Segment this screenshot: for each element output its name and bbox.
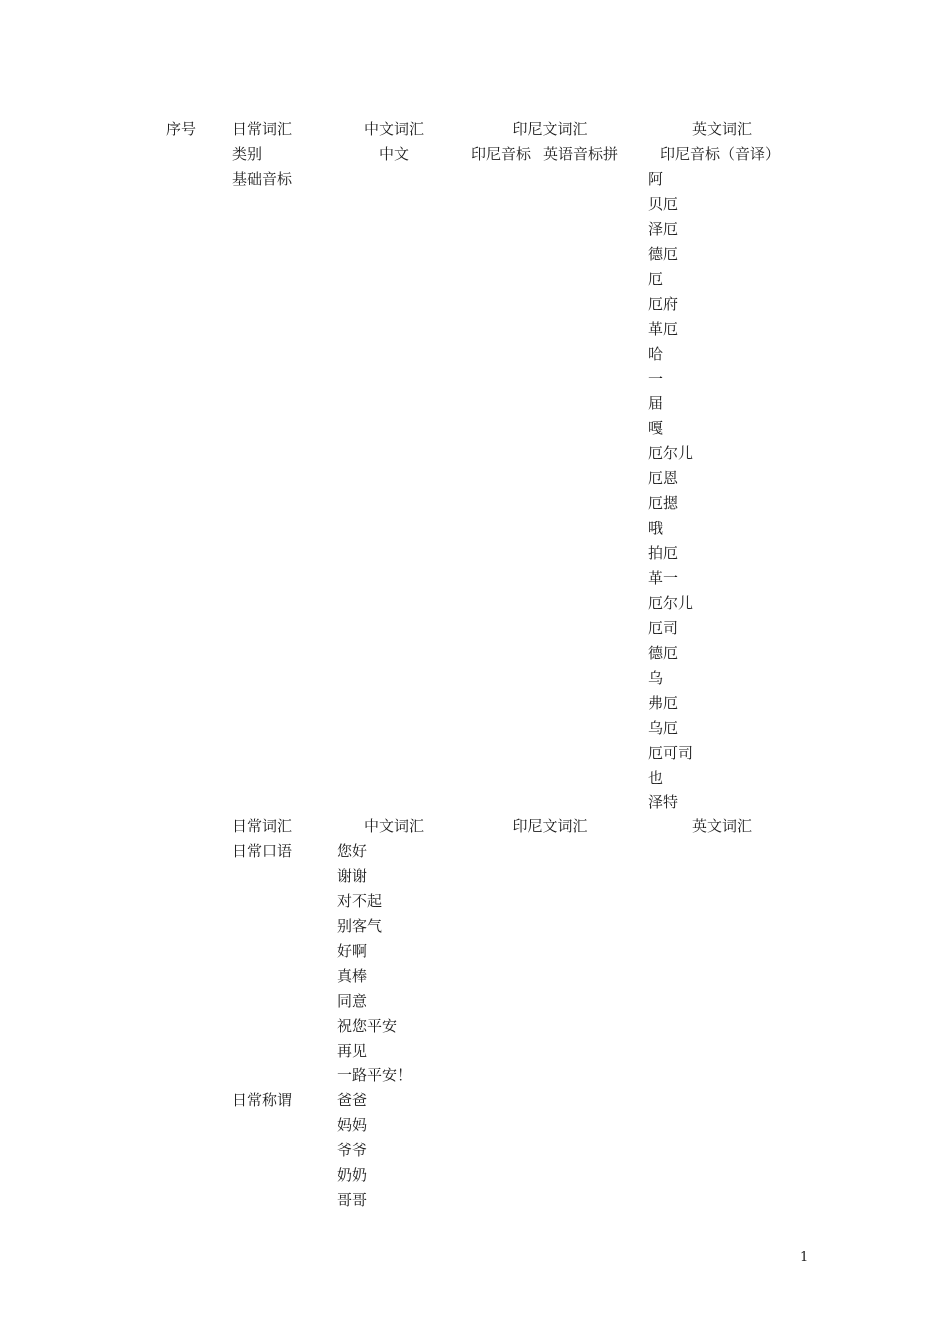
list-item: 好啊 (337, 941, 368, 960)
subheader-chinese: 中文 (378, 145, 410, 163)
list-item: 泽厄 (648, 219, 679, 238)
list-item: 厄摁 (648, 494, 679, 513)
list-item: 泽特 (648, 793, 679, 812)
section-label-daily-titles: 日常称谓 (232, 1091, 293, 1109)
list-item: 同意 (337, 991, 368, 1010)
list-item: 真棒 (337, 966, 368, 985)
list-item: 一 (648, 369, 664, 388)
list-item: 厄可司 (648, 743, 694, 762)
list-item: 祝您平安 (337, 1016, 398, 1035)
list-item: 您好 (337, 842, 368, 860)
section2-header-chinese-vocab: 中文词汇 (363, 817, 425, 835)
list-item: 厄司 (648, 618, 679, 637)
list-item: 革一 (648, 569, 679, 587)
list-item: 厄尔儿 (648, 593, 694, 612)
daily-phrases-list (337, 842, 412, 1091)
list-item: 哦 (648, 519, 664, 538)
list-item: 厄 (648, 269, 664, 288)
list-item: 爷爷 (337, 1140, 368, 1159)
section2-header-daily-vocab: 日常词汇 (232, 817, 293, 835)
subheader-english-phonetic-spelling: 英语音标拼 (543, 145, 619, 163)
list-item: 妈妈 (337, 1115, 368, 1134)
list-item: 一路平安！ (337, 1066, 413, 1085)
list-item: 贝厄 (648, 194, 679, 213)
list-item: 对不起 (337, 891, 383, 910)
list-item: 奶奶 (337, 1165, 368, 1184)
list-item: 厄府 (648, 294, 679, 313)
list-item: 届 (648, 394, 664, 413)
header-chinese-vocab: 中文词汇 (363, 120, 425, 138)
header-indonesian-vocab: 印尼文词汇 (512, 120, 588, 138)
section-label-daily-phrases: 日常口语 (232, 842, 293, 860)
list-item: 革厄 (648, 319, 679, 338)
section2-header-indonesian-vocab: 印尼文词汇 (512, 817, 588, 835)
subheader-indonesian-phonetic: 印尼音标 (471, 145, 532, 163)
section2-header-english-vocab: 英文词汇 (691, 817, 753, 835)
header-serial: 序号 (166, 120, 197, 138)
list-item: 哈 (648, 344, 664, 363)
list-item: 阿 (648, 170, 664, 188)
daily-titles-list (337, 1091, 367, 1216)
list-item: 厄尔儿 (648, 444, 694, 463)
phonetic-transliteration-list (648, 170, 693, 818)
list-item: 别客气 (337, 916, 383, 935)
list-item: 德厄 (648, 643, 679, 662)
list-item: 嘎 (648, 419, 664, 438)
section-label-basic-phonetics: 基础音标 (232, 170, 293, 188)
subheader-indonesian-phonetic-transliteration: 印尼音标（音译） (660, 145, 781, 163)
page-number: 1 (800, 1250, 809, 1265)
list-item: 哥哥 (337, 1190, 368, 1209)
list-item: 再见 (337, 1041, 368, 1060)
header-english-vocab: 英文词汇 (691, 120, 753, 138)
list-item: 谢谢 (337, 866, 368, 885)
list-item: 乌 (648, 668, 664, 687)
list-item: 爸爸 (337, 1091, 368, 1109)
list-item: 弗厄 (648, 693, 679, 712)
list-item: 乌厄 (648, 718, 679, 737)
header-daily-vocab: 日常词汇 (232, 120, 293, 138)
subheader-category: 类别 (232, 145, 263, 163)
list-item: 拍厄 (648, 544, 679, 563)
list-item: 德厄 (648, 244, 679, 263)
list-item: 也 (648, 768, 664, 787)
list-item: 厄恩 (648, 469, 679, 488)
